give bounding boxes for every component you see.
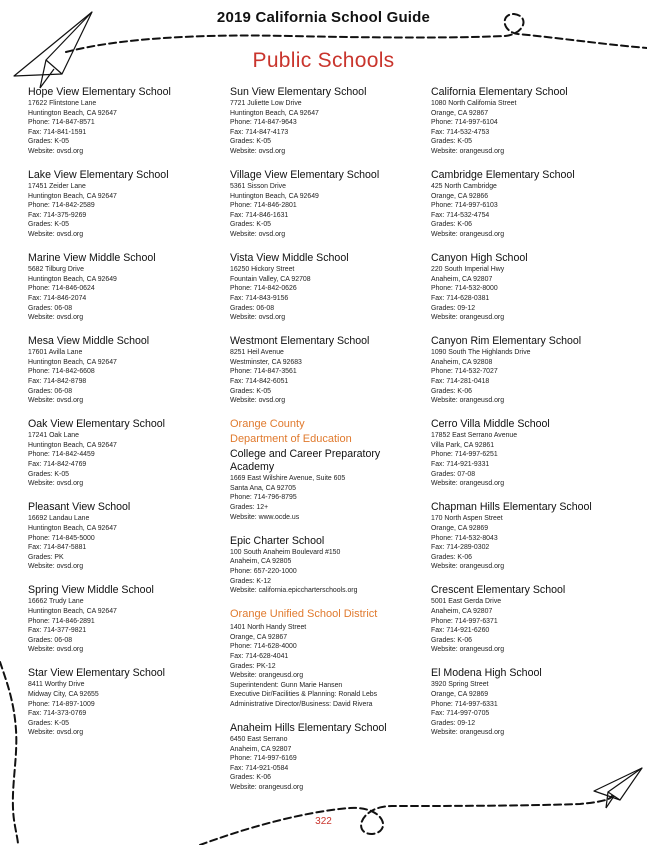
district-heading: Department of Education <box>230 433 352 446</box>
school-name: Cambridge Elementary School <box>431 169 575 182</box>
school-detail-line: Phone: 714-532-8000 <box>431 285 498 293</box>
school-name: Canyon High School <box>431 252 528 265</box>
school-detail-line: 1669 East Wilshire Avenue, Suite 605 <box>230 475 346 483</box>
school-detail-line: Huntington Beach, CA 92647 <box>28 524 117 532</box>
school-entry <box>431 667 621 738</box>
school-name: Marine View Middle School <box>28 252 156 265</box>
school-detail-line: Huntington Beach, CA 92647 <box>28 109 117 117</box>
school-detail-line: Website: ovsd.org <box>230 314 286 322</box>
school-detail-line: Grades: K-06 <box>431 636 472 644</box>
guide-title: 2019 California School Guide <box>216 9 431 26</box>
school-detail-line: Grades: 12+ <box>230 504 269 512</box>
school-entry <box>28 501 218 572</box>
school-name: Sun View Elementary School <box>230 86 367 98</box>
school-entry <box>230 535 420 596</box>
school-detail-line: Phone: 714-847-3561 <box>230 368 297 376</box>
school-entry <box>230 335 420 406</box>
school-detail-line: 1080 North California Street <box>431 100 517 107</box>
school-detail-line: Fax: 714-842-4769 <box>28 461 87 469</box>
school-detail-line: Website: ovsd.org <box>28 729 84 737</box>
school-detail-line: 3920 Spring Street <box>431 681 489 689</box>
school-detail-line: Phone: 714-997-6169 <box>230 755 297 763</box>
school-detail-line: Fax: 714-289-0302 <box>431 544 490 552</box>
school-detail-line: Phone: 714-842-4459 <box>28 451 95 459</box>
school-detail-line: Grades: K-05 <box>230 387 271 395</box>
school-detail-line: Huntington Beach, CA 92647 <box>230 109 319 117</box>
school-detail-line: Phone: 714-796-8795 <box>230 494 297 502</box>
school-detail-line: Anaheim, CA 92807 <box>431 607 493 615</box>
district-heading: Orange County <box>230 418 305 431</box>
school-detail-line: Fax: 714-843-9156 <box>230 294 289 302</box>
school-detail-line: 8411 Worthy Drive <box>28 681 85 689</box>
school-detail-line: Website: california.epiccharterschools.org <box>230 587 358 595</box>
school-detail-line: Website: orangeusd.org <box>431 563 505 571</box>
school-detail-line: Phone: 714-997-6331 <box>431 700 498 708</box>
school-detail-line: Phone: 714-897-1009 <box>28 700 95 708</box>
school-name: Chapman Hills Elementary School <box>431 501 592 514</box>
school-detail-line: Grades: 06-08 <box>230 304 275 312</box>
school-detail-line: 17622 Flintstone Lane <box>28 100 97 107</box>
school-detail-line: Fax: 714-628-0381 <box>431 294 490 302</box>
school-detail-line: Huntington Beach, CA 92647 <box>28 358 117 366</box>
school-name: Canyon Rim Elementary School <box>431 335 582 348</box>
school-name: Star View Elementary School <box>28 667 165 680</box>
school-detail-line: Phone: 714-842-6608 <box>28 368 95 376</box>
school-detail-line: Orange, CA 92867 <box>431 109 489 117</box>
school-detail-line: 6450 East Serrano <box>230 736 288 744</box>
school-name: College and Career Preparatory <box>230 448 381 461</box>
school-detail-line: Phone: 714-842-2589 <box>28 202 95 210</box>
school-detail-line: Website: orangeusd.org <box>431 231 505 239</box>
school-detail-line: Grades: K-12 <box>230 577 271 585</box>
school-detail-line: Anaheim, CA 92807 <box>230 745 292 753</box>
school-detail-line: Grades: K-06 <box>431 221 472 229</box>
school-name: California Elementary School <box>431 86 568 98</box>
school-detail-line: Phone: 714-842-0626 <box>230 285 297 293</box>
column-3 <box>431 86 621 751</box>
school-entry <box>431 501 621 572</box>
school-entry <box>230 252 420 323</box>
school-entry <box>28 418 218 489</box>
school-detail-line: Fax: 714-375-9269 <box>28 211 87 219</box>
school-detail-line: Fountain Valley, CA 92708 <box>230 275 311 283</box>
school-detail-line: Grades: PK <box>28 553 64 561</box>
school-detail-line: 16250 Hickory Street <box>230 266 295 274</box>
school-detail-line: Fax: 714-841-1591 <box>28 128 87 136</box>
school-detail-line: 220 South Imperial Hwy <box>431 266 505 274</box>
school-detail-line: Phone: 714-532-8043 <box>431 534 498 542</box>
school-detail-line: Phone: 714-997-6103 <box>431 202 498 210</box>
school-detail-line: Fax: 714-281-0418 <box>431 377 490 385</box>
school-detail-line: Website: ovsd.org <box>28 563 84 571</box>
school-detail-line: Fax: 714-377-9821 <box>28 627 87 635</box>
school-detail-line: Grades: K-05 <box>230 138 271 146</box>
school-detail-line: Grades: K-05 <box>431 138 472 146</box>
school-name: Mesa View Middle School <box>28 335 150 348</box>
school-detail-line: Website: orangeusd.org <box>431 397 505 405</box>
school-detail-line: Anaheim, CA 92805 <box>230 558 292 566</box>
school-detail-line: Huntington Beach, CA 92647 <box>28 192 117 200</box>
school-detail-line: Fax: 714-846-2074 <box>28 294 87 302</box>
school-detail-line: Website: ovsd.org <box>230 147 286 155</box>
school-detail-line: 8251 Heil Avenue <box>230 349 284 357</box>
school-entry <box>28 252 218 323</box>
school-detail-line: Huntington Beach, CA 92649 <box>230 192 319 200</box>
school-detail-line: Anaheim, CA 92807 <box>431 275 493 283</box>
column-2 <box>230 86 420 805</box>
school-detail-line: Orange, CA 92866 <box>431 192 489 200</box>
school-detail-line: Website: ovsd.org <box>28 397 84 405</box>
school-entry <box>431 584 621 655</box>
school-detail-line: 100 South Anaheim Boulevard #150 <box>230 548 341 556</box>
school-detail-line: Fax: 714-532-4753 <box>431 128 490 136</box>
school-name: Hope View Elementary School <box>28 86 171 98</box>
school-detail-line: Grades: 09-12 <box>431 719 476 727</box>
school-name: Westmont Elementary School <box>230 335 370 348</box>
school-detail-line: Website: ovsd.org <box>230 231 286 239</box>
school-detail-line: Phone: 714-997-6251 <box>431 451 498 459</box>
column-1 <box>28 86 218 751</box>
school-entry <box>28 169 218 240</box>
school-detail-line: Phone: 714-628-4000 <box>230 643 297 651</box>
district-heading: Orange Unified School District <box>230 608 378 621</box>
school-detail-line: Fax: 714-842-8798 <box>28 377 87 385</box>
school-detail-line: 5361 Sisson Drive <box>230 183 286 191</box>
school-detail-line: Fax: 714-373-0769 <box>28 710 87 718</box>
school-detail-line: Grades: 07-08 <box>431 470 476 478</box>
school-detail-line: 17451 Zeider Lane <box>28 183 86 191</box>
school-detail-line: Grades: 06-08 <box>28 304 73 312</box>
section-title: Public Schools <box>252 49 395 72</box>
school-entry <box>431 169 621 240</box>
school-detail-line: Fax: 714-997-0705 <box>431 710 490 718</box>
school-name: Lake View Elementary School <box>28 169 169 182</box>
school-detail-line: Westminster, CA 92683 <box>230 358 302 366</box>
school-detail-line: Website: orangeusd.org <box>431 147 505 155</box>
school-detail-line: Fax: 714-921-0584 <box>230 764 289 772</box>
school-entry <box>431 418 621 489</box>
school-detail-line: Orange, CA 92869 <box>431 691 489 699</box>
school-name: Anaheim Hills Elementary School <box>230 722 387 735</box>
school-detail-line: Fax: 714-921-6260 <box>431 627 490 635</box>
school-detail-line: Fax: 714-847-5881 <box>28 544 87 552</box>
school-detail-line: Phone: 714-997-6371 <box>431 617 498 625</box>
school-entry <box>431 252 621 323</box>
school-name: Epic Charter School <box>230 534 325 547</box>
school-name: Spring View Middle School <box>28 584 154 597</box>
school-detail-line: Santa Ana, CA 92705 <box>230 484 296 492</box>
school-name: Pleasant View School <box>28 501 131 514</box>
school-detail-line: 7721 Juliette Low Drive <box>230 100 302 107</box>
school-detail-line: Grades: K-05 <box>28 719 69 727</box>
school-detail-line: Grades: K-05 <box>28 221 69 229</box>
school-detail-line: Grades: K-06 <box>230 774 271 782</box>
school-detail-line: Phone: 714-532-7027 <box>431 368 498 376</box>
school-detail-line: Superintendent: Gunn Marie Hansen <box>230 681 343 689</box>
school-detail-line: Fax: 714-846-1631 <box>230 211 289 219</box>
school-detail-line: Website: ovsd.org <box>28 231 84 239</box>
school-detail-line: Phone: 714-846-0624 <box>28 285 95 293</box>
school-entry <box>230 722 420 793</box>
school-detail-line: 1090 South The Highlands Drive <box>431 349 531 357</box>
school-detail-line: Website: ovsd.org <box>28 480 84 488</box>
school-detail-line: Phone: 714-997-6104 <box>431 119 498 127</box>
school-entry <box>28 667 218 738</box>
school-detail-line: Grades: PK-12 <box>230 662 276 670</box>
page-number: 322 <box>315 816 332 827</box>
school-detail-line: Grades: K-05 <box>28 470 69 478</box>
school-detail-line: Grades: K-05 <box>28 138 69 146</box>
school-detail-line: Phone: 657-220-1000 <box>230 567 297 575</box>
school-entry <box>230 608 420 709</box>
school-entry <box>431 86 621 157</box>
school-detail-line: 5001 East Gerda Drive <box>431 598 502 606</box>
school-detail-line: Fax: 714-842-6051 <box>230 377 289 385</box>
school-detail-line: Phone: 714-846-2891 <box>28 617 95 625</box>
school-entry <box>28 86 218 157</box>
school-detail-line: Website: orangeusd.org <box>230 672 304 680</box>
school-detail-line: Grades: 09-12 <box>431 304 476 312</box>
school-detail-line: 1401 North Handy Street <box>230 624 307 632</box>
school-name: El Modena High School <box>431 667 542 680</box>
school-detail-line: Website: ovsd.org <box>28 646 84 654</box>
school-entry <box>230 169 420 240</box>
school-detail-line: Grades: 06-08 <box>28 387 73 395</box>
school-entry <box>28 584 218 655</box>
school-name: Cerro Villa Middle School <box>431 418 550 431</box>
school-detail-line: Midway City, CA 92655 <box>28 691 99 699</box>
school-detail-line: Website: orangeusd.org <box>431 729 505 737</box>
school-detail-line: 17601 Avilla Lane <box>28 349 83 357</box>
school-detail-line: 170 North Aspen Street <box>431 515 503 523</box>
school-detail-line: 16662 Trudy Lane <box>28 598 84 606</box>
school-detail-line: Website: orangeusd.org <box>230 784 304 791</box>
school-detail-line: Orange, CA 92867 <box>230 633 288 641</box>
school-detail-line: Executive Dir/Facilities & Planning: Ronald Lebs <box>230 691 378 699</box>
school-entry <box>431 335 621 406</box>
school-detail-line: Website: ovsd.org <box>28 314 84 322</box>
school-detail-line: 5682 Tilburg Drive <box>28 266 84 274</box>
school-name: Village View Elementary School <box>230 169 380 182</box>
school-detail-line: Fax: 714-921-9331 <box>431 461 490 469</box>
school-detail-line: Website: orangeusd.org <box>431 480 505 488</box>
school-detail-line: Grades: K-05 <box>230 221 271 229</box>
school-name: Vista View Middle School <box>230 252 349 265</box>
school-detail-line: 425 North Cambridge <box>431 183 497 191</box>
school-detail-line: Website: ovsd.org <box>28 147 84 155</box>
school-detail-line: Anaheim, CA 92808 <box>431 358 493 366</box>
school-detail-line: Grades: K-06 <box>431 553 472 561</box>
school-detail-line: Villa Park, CA 92861 <box>431 441 495 449</box>
school-detail-line: Website: ovsd.org <box>230 397 286 405</box>
school-detail-line: 16692 Landau Lane <box>28 515 90 523</box>
school-detail-line: Website: orangeusd.org <box>431 646 505 654</box>
school-detail-line: Orange, CA 92869 <box>431 524 489 532</box>
school-detail-line: Huntington Beach, CA 92649 <box>28 275 117 283</box>
school-detail-line: Administrative Director/Business: David Rivera <box>230 700 373 708</box>
school-detail-line: Phone: 714-845-5000 <box>28 534 95 542</box>
school-name: Crescent Elementary School <box>431 584 566 597</box>
school-detail-line: Grades: 06-08 <box>28 636 73 644</box>
school-name: Oak View Elementary School <box>28 418 165 431</box>
school-detail-line: Huntington Beach, CA 92647 <box>28 441 117 449</box>
school-detail-line: 17241 Oak Lane <box>28 432 79 440</box>
school-detail-line: Phone: 714-847-8571 <box>28 119 95 127</box>
school-detail-line: Fax: 714-847-4173 <box>230 128 289 136</box>
school-detail-line: Fax: 714-532-4754 <box>431 211 490 219</box>
school-detail-line: Website: orangeusd.org <box>431 314 505 322</box>
school-entry <box>28 335 218 406</box>
paper-plane-icon <box>594 768 642 808</box>
school-detail-line: Phone: 714-847-9643 <box>230 119 297 127</box>
school-detail-line: Huntington Beach, CA 92647 <box>28 607 117 615</box>
school-detail-line: Grades: K-06 <box>431 387 472 395</box>
school-detail-line: Fax: 714-628-4041 <box>230 652 289 660</box>
school-entry <box>230 86 420 157</box>
school-detail-line: Phone: 714-846-2801 <box>230 202 297 210</box>
school-detail-line: 17852 East Serrano Avenue <box>431 432 518 440</box>
school-name: Academy <box>230 461 275 474</box>
school-detail-line: Website: www.ocde.us <box>230 513 300 521</box>
school-entry <box>230 418 420 522</box>
